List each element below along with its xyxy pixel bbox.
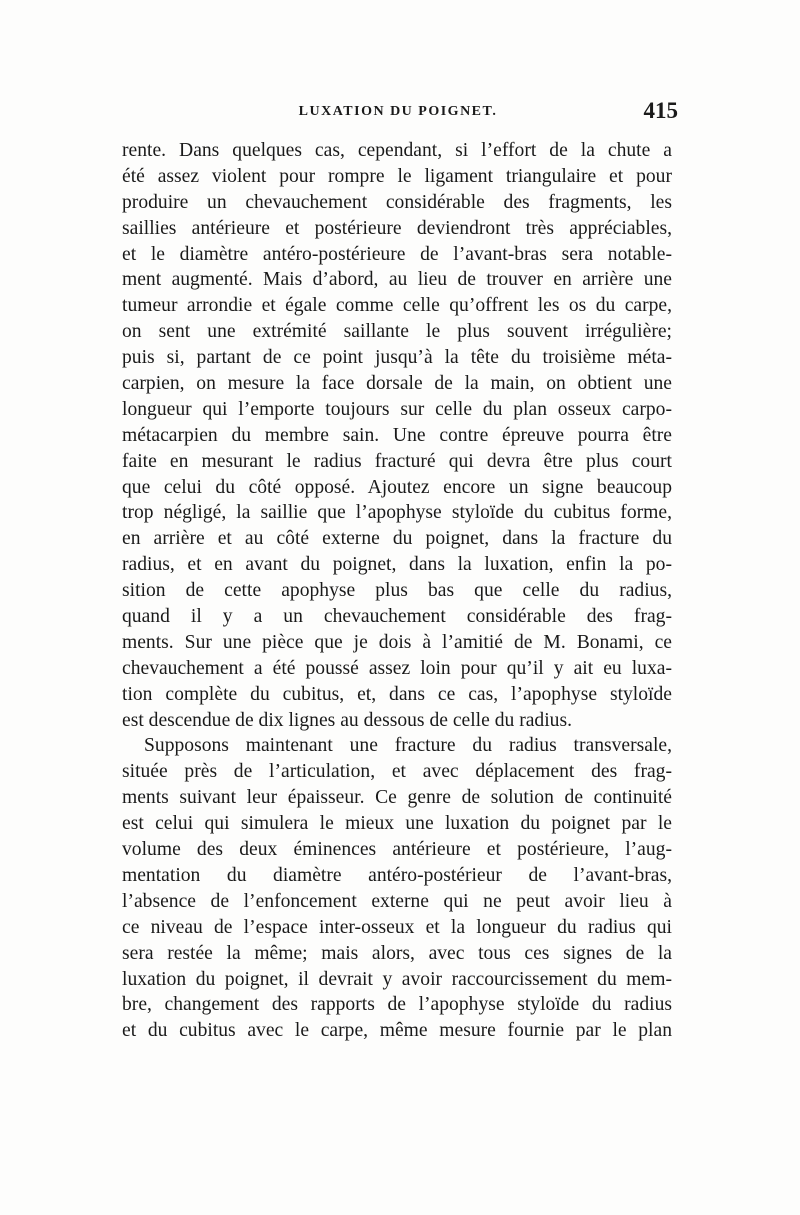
text-line: rente. Dans quelques cas, cependant, si l’effort de la chute a: [122, 140, 672, 161]
paragraph-end-line: est descendue de dix lignes au dessous de celle du radius.: [122, 709, 572, 731]
text-line: volume des deux éminences antérieure et postérieure, l’aug-: [122, 839, 672, 861]
text-line: carpien, on mesure la face dorsale de la main, on obtient une: [122, 373, 672, 395]
text-line: saillies antérieure et postérieure deviendront très appréciables,: [122, 217, 672, 239]
paragraph-start-line: Supposons maintenant une fracture du radius transversale,: [144, 735, 672, 757]
text-line: faite en mesurant le radius fracturé qui devra être plus court: [122, 450, 672, 472]
text-line: longueur qui l’emporte toujours sur celle du plan osseux carpo-: [122, 398, 672, 420]
text-line: on sent une extrémité saillante le plus souvent irrégulière;: [122, 321, 672, 343]
text-line: sera restée la même; mais alors, avec tous ces signes de la: [122, 942, 672, 964]
text-line: ment augmenté. Mais d’abord, au lieu de trouver en arrière une: [122, 269, 672, 291]
text-line: l’absence de l’enfoncement externe qui ne peut avoir lieu à: [122, 890, 672, 912]
text-line: bre, changement des rapports de l’apophyse styloïde du radius: [122, 994, 672, 1016]
page-header: [122, 98, 678, 126]
text-line: est celui qui simulera le mieux une luxation du poignet par le: [122, 813, 672, 835]
text-line: que celui du côté opposé. Ajoutez encore un signe beaucoup: [122, 476, 672, 498]
text-line: ments. Sur une pièce que je dois à l’amitié de M. Bonami, ce: [122, 631, 672, 653]
text-line: et du cubitus avec le carpe, même mesure fournie par le plan: [122, 1020, 672, 1042]
text-line: luxation du poignet, il devrait y avoir raccourcissement du mem-: [122, 968, 672, 990]
text-line: chevauchement a été poussé assez loin pour qu’il y ait eu luxa-: [122, 657, 672, 679]
text-line: puis si, partant de ce point jusqu’à la tête du troisième méta-: [122, 347, 672, 369]
text-line: métacarpien du membre sain. Une contre épreuve pourra être: [122, 424, 672, 446]
text-line: trop négligé, la saillie que l’apophyse styloïde du cubitus forme,: [122, 502, 672, 524]
text-line: mentation du diamètre antéro-postérieur de l’avant-bras,: [122, 864, 672, 886]
text-line: tumeur arrondie et égale comme celle qu’offrent les os du carpe,: [122, 295, 672, 317]
text-line: et le diamètre antéro-postérieure de l’avant-bras sera notable-: [122, 243, 672, 265]
text-line: ments suivant leur épaisseur. Ce genre de solution de continuité: [122, 787, 672, 809]
running-title: LUXATION DU POIGNET.: [298, 104, 498, 119]
text-line: en arrière et au côté externe du poignet, dans la fracture du: [122, 528, 672, 550]
body-text: [122, 138, 672, 1044]
text-line: radius, et en avant du poignet, dans la luxation, enfin la po-: [122, 554, 672, 576]
page-number: 415: [643, 98, 678, 123]
text-line: sition de cette apophyse plus bas que celle du radius,: [122, 580, 672, 602]
text-line: été assez violent pour rompre le ligament triangulaire et pour: [122, 165, 672, 187]
text-line: tion complète du cubitus, et, dans ce cas, l’apophyse styloïde: [122, 683, 672, 705]
text-line: produire un chevauchement considérable des fragments, les: [122, 191, 672, 213]
text-line: située près de l’articulation, et avec déplacement des frag-: [122, 761, 672, 783]
text-line: quand il y a un chevauchement considérable des frag-: [122, 606, 672, 628]
text-line: ce niveau de l’espace inter-osseux et la longueur du radius qui: [122, 916, 672, 938]
